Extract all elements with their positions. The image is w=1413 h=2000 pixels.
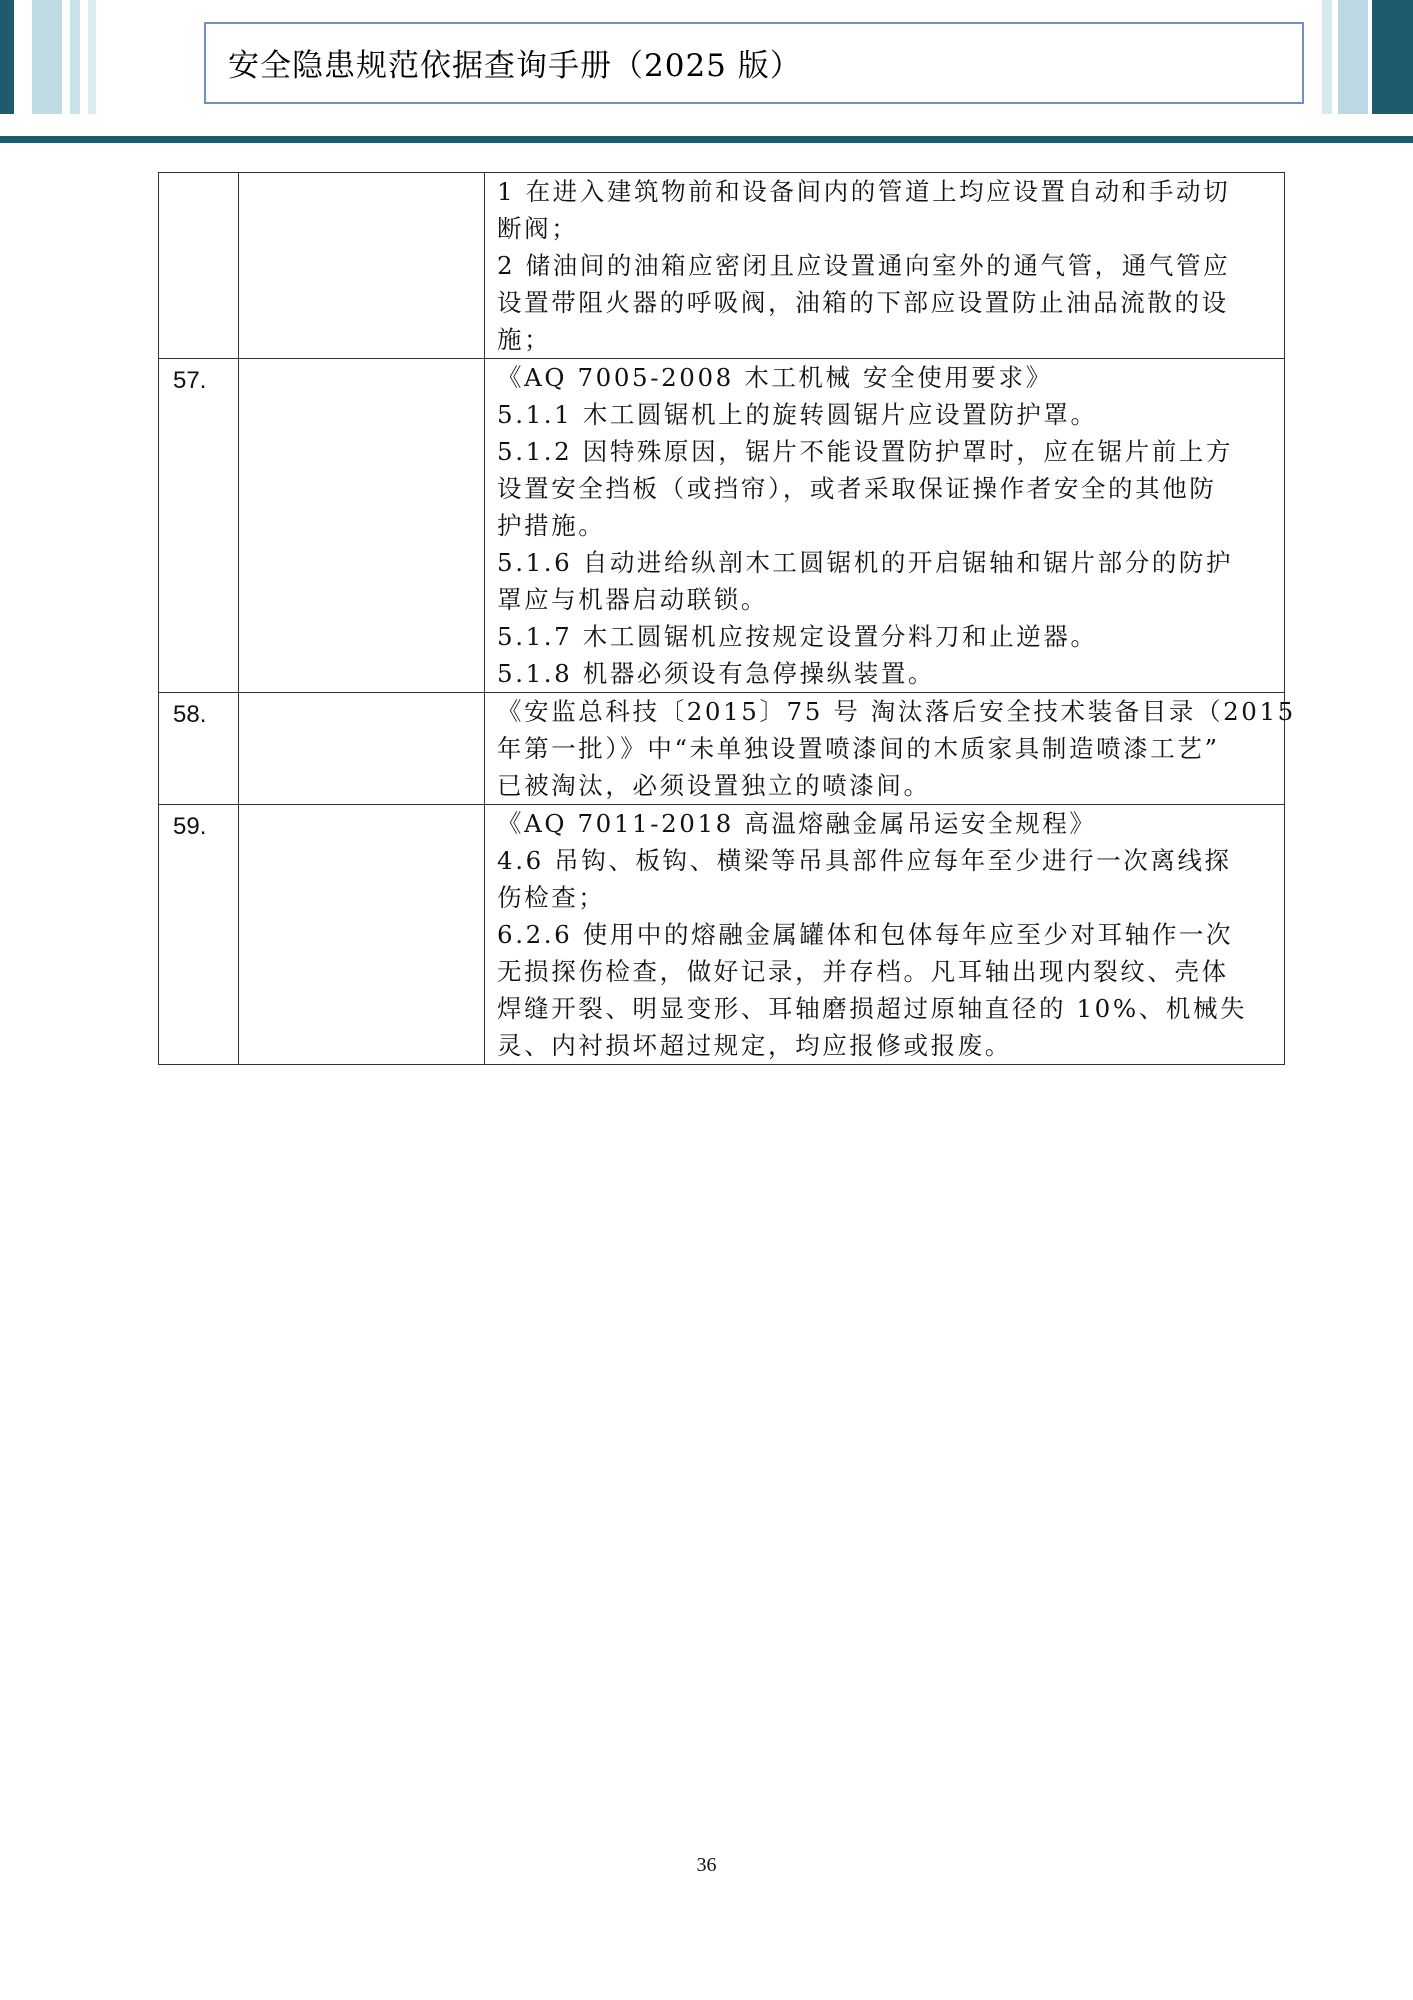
table-row: [159, 359, 1285, 693]
content-line: 5.1.2 因特殊原因，锯片不能设置防护罩时，应在锯片前上方: [497, 437, 1234, 466]
page-number: 36: [696, 1854, 717, 1876]
content-line: 5.1.6 自动进给纵剖木工圆锯机的开启锯轴和锯片部分的防护: [497, 548, 1234, 577]
content-line: 《AQ 7011-2018 高温熔融金属吊运安全规程》: [497, 809, 1097, 838]
row-content: [485, 359, 1285, 693]
title-box: [204, 22, 1304, 104]
row-content: [485, 693, 1296, 805]
content-line: 设置安全挡板（或挡帘），或者采取保证操作者安全的其他防: [497, 474, 1217, 503]
header-stripe: [1338, 0, 1368, 114]
row-number: 59.: [159, 805, 239, 1065]
content-line: 1 在进入建筑物前和设备间内的管道上均应设置自动和手动切: [497, 177, 1231, 206]
content-line: 伤检查；: [497, 883, 606, 912]
content-line: 焊缝开裂、明显变形、耳轴磨损超过原轴直径的 10%、机械失: [497, 994, 1248, 1023]
table-row: [159, 693, 1285, 805]
header-rule: [0, 136, 1413, 143]
row-content: [485, 173, 1285, 359]
row-content: [485, 805, 1285, 1065]
header-stripe: [32, 0, 62, 114]
content-line: 5.1.1 木工圆锯机上的旋转圆锯片应设置防护罩。: [497, 400, 1098, 429]
content-line: 无损探伤检查，做好记录，并存档。凡耳轴出现内裂纹、壳体: [497, 957, 1229, 986]
row-number: [159, 173, 239, 359]
header-stripe: [1322, 0, 1332, 114]
content-line: 2 储油间的油箱应密闭且应设置通向室外的通气管，通气管应: [497, 251, 1231, 280]
content-line: 5.1.7 木工圆锯机应按规定设置分料刀和止逆器。: [497, 622, 1098, 651]
table-row: [159, 805, 1285, 1065]
row-number: 57.: [159, 359, 239, 693]
regulation-table: [158, 172, 1296, 1065]
table-row: [159, 173, 1285, 359]
content-line: 4.6 吊钩、板钩、横梁等吊具部件应每年至少进行一次离线探: [497, 846, 1232, 875]
content-line: 6.2.6 使用中的熔融金属罐体和包体每年应至少对耳轴作一次: [497, 920, 1234, 949]
content-line: 5.1.8 机器必须设有急停操纵装置。: [497, 659, 936, 688]
row-blank-cell: [239, 805, 485, 1065]
header-stripe: [88, 0, 96, 114]
content-line: 灵、内衬损坏超过规定，均应报修或报废。: [497, 1031, 1012, 1060]
content-line: 年第一批）》中“未单独设置喷漆间的木质家具制造喷漆工艺”: [497, 734, 1220, 763]
content-line: 设置带阻火器的呼吸阀，油箱的下部应设置防止油品流散的设: [497, 288, 1229, 317]
content-line: 断阀；: [497, 214, 579, 243]
content-line: 《安监总科技〔2015〕75 号 淘汰落后安全技术装备目录（2015: [497, 697, 1296, 726]
content-line: 已被淘汰，必须设置独立的喷漆间。: [497, 771, 931, 800]
content-line: 罩应与机器启动联锁。: [497, 585, 768, 614]
row-blank-cell: [239, 693, 485, 805]
content-line: 《AQ 7005-2008 木工机械 安全使用要求》: [497, 363, 1053, 392]
page-title: 安全隐患规范依据查询手册（2025 版）: [228, 48, 802, 84]
content-line: 护措施。: [497, 511, 606, 540]
header-stripe: [0, 0, 14, 114]
row-blank-cell: [239, 359, 485, 693]
header-stripe: [1372, 0, 1413, 114]
content-line: 施；: [497, 325, 552, 354]
row-number: 58.: [159, 693, 239, 805]
row-blank-cell: [239, 173, 485, 359]
header-stripe: [70, 0, 80, 114]
